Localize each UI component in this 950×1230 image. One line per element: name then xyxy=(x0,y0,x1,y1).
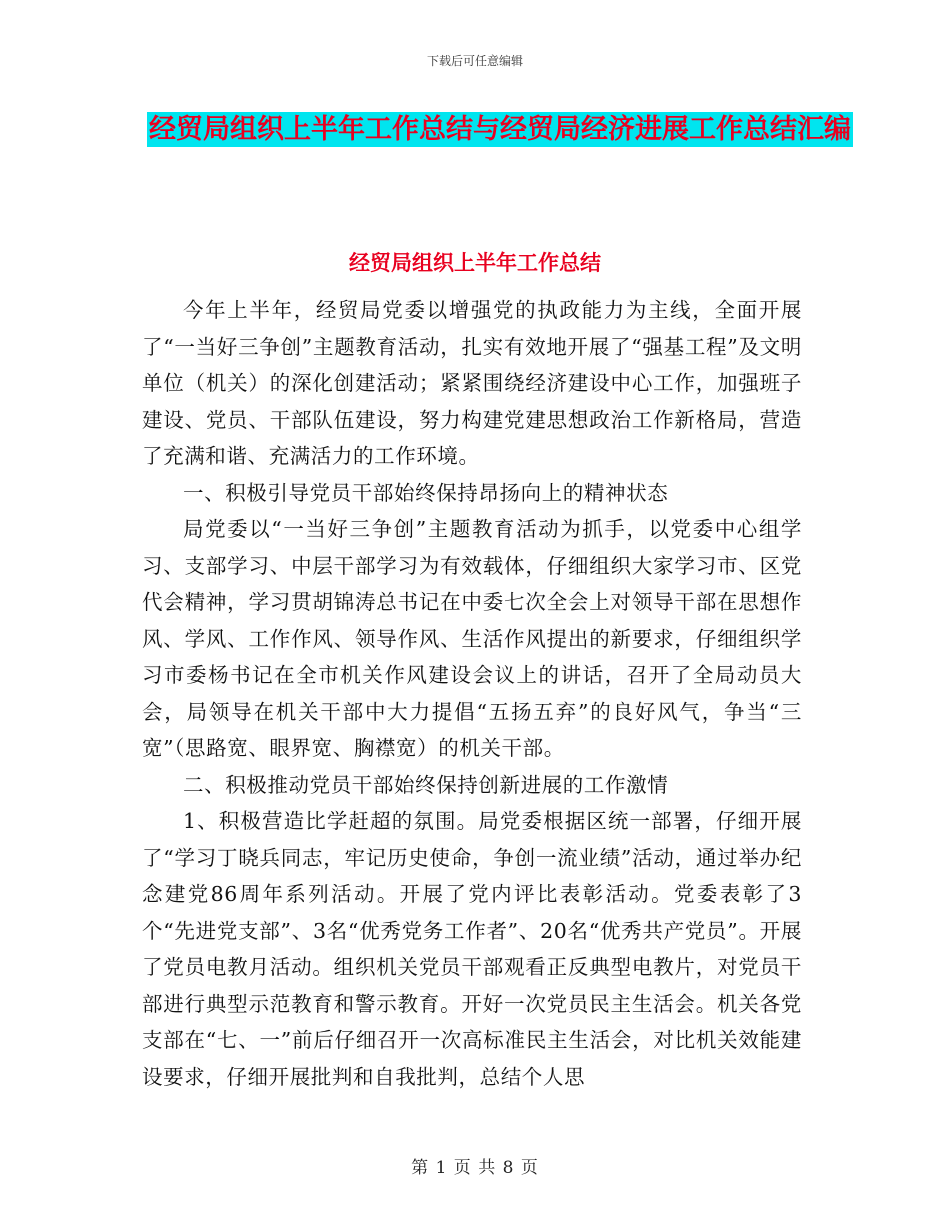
heading-section-2: 二、积极推动党员干部始终保持创新进展的工作激情 xyxy=(183,772,669,797)
page-number-footer: 第 1 页 共 8 页 xyxy=(411,1158,539,1178)
heading-section-1: 一、积极引导党员干部始终保持昂扬向上的精神状态 xyxy=(183,480,669,505)
paragraph-section-1: 局党委以“一当好三争创”主题教育活动为抓手，以党委中心组学习、支部学习、中层干部学习为有效载体，仔细组织大家学习市、区党代会精神，学习贯胡锦涛总书记在中委七次全会上对领导干部在思想作风、学风、工作作风、领导作风、生活作风提出的新要求，仔细组织学习市委杨书记在全市机关作风建设会议上的讲话，召开了全局动员大会，局领导在机关干部中大力提倡“五扬五弃”的良好风气，争当“三宽”（思路宽、眼界宽、胸襟宽）的机关干部。 xyxy=(142,517,802,760)
paragraph-section-2-item-1: 1、积极营造比学赶超的氛围。局党委根据区统一部署，仔细开展了“学习丁晓兵同志，牢记历史使命，争创一流业绩”活动，通过举办纪念建党86周年系列活动。开展了党内评比表彰活动。党委表彰了3个“先进党支部”、3名“优秀党务工作者”、20名“优秀共产党员”。开展了党员电教月活动。组织机关党员干部观看正反典型电教片，对党员干部进行典型示范教育和警示教育。开好一次党员民主生活会。机关各党支部在“七、一”前后仔细召开一次高标准民主生活会，对比机关效能建设要求，仔细开展批判和自我批判，总结个人思 xyxy=(142,809,802,1089)
paragraph-intro: 今年上半年，经贸局党委以增强党的执政能力为主线，全面开展了“一当好三争创”主题教育活动，扎实有效地开展了“强基工程”及文明单位（机关）的深化创建活动；紧紧围绕经济建设中心工作，加强班子建设、党员、干部队伍建设，努力构建党建思想政治工作新格局，营造了充满和谐、充满活力的工作环境。 xyxy=(142,298,802,468)
section-title: 经贸局组织上半年工作总结 xyxy=(349,251,601,275)
document-title xyxy=(140,106,860,154)
document-title-text: 经贸局组织上半年工作总结与经贸局经济进展工作总结汇编 xyxy=(149,114,851,145)
page-header-note: 下载后可任意编辑 xyxy=(426,54,523,68)
document-body xyxy=(142,292,802,1095)
